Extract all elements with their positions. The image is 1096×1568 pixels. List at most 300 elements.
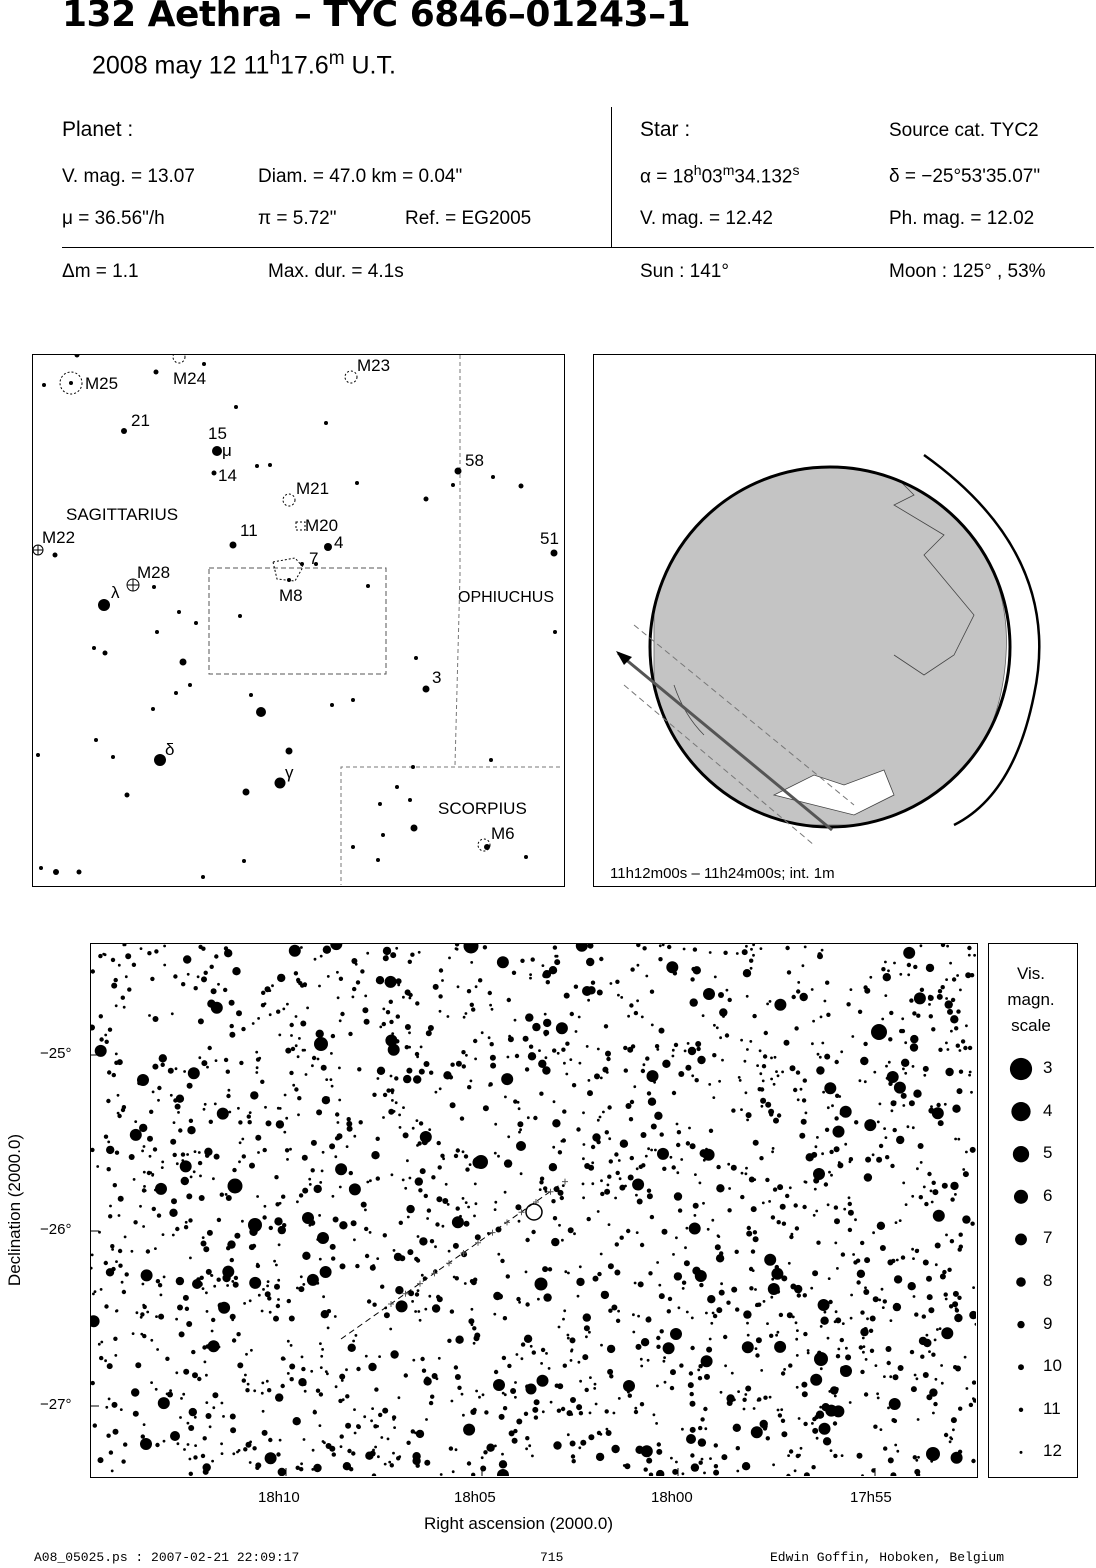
- star-dot: [567, 1410, 573, 1416]
- star-dot: [656, 1345, 660, 1349]
- star-dot: [936, 1103, 940, 1107]
- star-dot: [183, 1295, 189, 1301]
- scale-dot: [1019, 1408, 1023, 1412]
- star-dot: [785, 946, 789, 950]
- star-dot: [619, 1185, 625, 1191]
- star-dot: [755, 1347, 758, 1350]
- star-dot: [889, 1398, 901, 1410]
- star-dot: [187, 1422, 190, 1425]
- star-dot: [494, 1208, 497, 1211]
- star-dot: [807, 1352, 810, 1355]
- star-dot: [242, 1378, 246, 1382]
- star-dot: [583, 1143, 586, 1146]
- star-dot: [637, 1315, 640, 1318]
- star-dot: [586, 1045, 589, 1048]
- star-dot: [672, 1049, 675, 1052]
- star-dot: [296, 1287, 299, 1290]
- star-dot: [697, 1056, 705, 1064]
- star-dot: [525, 1013, 533, 1021]
- star-dot: [766, 1322, 769, 1325]
- star-dot: [719, 1008, 727, 1016]
- star-dot: [945, 1234, 948, 1237]
- star-dot: [525, 1302, 529, 1306]
- star-dot: [193, 1170, 196, 1173]
- star-dot: [415, 1052, 419, 1056]
- star-dot: [614, 1152, 618, 1156]
- star-dot: [185, 1307, 189, 1311]
- star-dot: [115, 1004, 118, 1007]
- star-dot: [149, 1110, 153, 1114]
- star-dot: [299, 1193, 303, 1197]
- star-dot: [794, 1026, 798, 1030]
- star-dot: [369, 1179, 372, 1182]
- star-dot: [186, 1153, 189, 1156]
- star-dot: [462, 1414, 465, 1417]
- star-dot: [596, 1140, 600, 1144]
- star-dot: [311, 1468, 314, 1471]
- star-dot: [132, 963, 136, 967]
- bright-star-dot: [686, 1434, 696, 1444]
- star-dot: [518, 1107, 521, 1110]
- star-dot: [841, 1454, 844, 1457]
- star-dot: [465, 1012, 468, 1015]
- star-dot: [420, 1168, 426, 1174]
- star-dot: [222, 1415, 225, 1418]
- star-dot: [781, 1371, 785, 1375]
- object-label: M21: [296, 479, 330, 498]
- star-dot: [545, 1056, 548, 1059]
- star-dot: [713, 1024, 716, 1027]
- star-dot: [499, 1460, 507, 1468]
- star-dot: [289, 945, 301, 957]
- star-dot: [212, 1406, 215, 1409]
- star-dot: [104, 1304, 108, 1308]
- star-dot: [129, 1154, 135, 1160]
- star-dot: [805, 1112, 808, 1115]
- star-dot: [556, 955, 559, 958]
- star-dot: [605, 1130, 609, 1134]
- star-dot: [599, 957, 603, 961]
- star-dot: [749, 1040, 752, 1043]
- star-dot: [110, 1244, 114, 1248]
- star-dot: [827, 1203, 830, 1206]
- star-dot: [503, 1406, 507, 1410]
- star-dot: [681, 1428, 684, 1431]
- star-dot: [286, 1003, 289, 1006]
- star-dot: [902, 1104, 905, 1107]
- star-dot: [125, 975, 128, 978]
- star-dot: [173, 974, 177, 978]
- star-dot: [293, 1417, 301, 1425]
- star-dot: [98, 1457, 104, 1463]
- star-dot: [202, 362, 206, 366]
- star-dot: [579, 1380, 582, 1383]
- x-tick-label: 18h10: [258, 1489, 300, 1506]
- star-dot: [484, 1410, 488, 1414]
- star-dot: [678, 1071, 684, 1077]
- star-dot: [355, 481, 359, 485]
- star-dot: [643, 1063, 646, 1066]
- star-dot: [419, 1319, 422, 1322]
- star-dot: [421, 1274, 424, 1277]
- star-dot: [482, 1393, 485, 1396]
- star-dot: [140, 947, 143, 950]
- star-dot: [775, 1265, 779, 1269]
- star-dot: [407, 993, 410, 996]
- star-source: Source cat. TYC2: [889, 120, 1039, 141]
- star-dot: [162, 1233, 165, 1236]
- star-dot: [909, 998, 913, 1002]
- star-dot: [797, 1098, 800, 1101]
- star-dot: [956, 974, 959, 977]
- star-dot: [134, 1120, 137, 1123]
- star-dot: [424, 1061, 430, 1067]
- star-dot: [872, 1231, 875, 1234]
- star-dot: [507, 1056, 510, 1059]
- star-dot: [175, 1371, 178, 1374]
- star-dot: [274, 1175, 278, 1179]
- star-dot: [329, 1143, 335, 1149]
- star-dot: [706, 1347, 712, 1353]
- star-dot: [172, 1234, 175, 1237]
- star-dot: [548, 1267, 552, 1271]
- star-dot: [434, 1245, 437, 1248]
- star-dot: [212, 471, 217, 476]
- star-dot: [812, 1020, 815, 1023]
- star-dot: [606, 1057, 610, 1061]
- track-tick: [490, 1230, 496, 1236]
- star-dot: [890, 1472, 896, 1476]
- planet-pi: π = 5.72": [258, 208, 337, 229]
- star-dot: [582, 1354, 588, 1360]
- star-dot: [935, 1378, 938, 1381]
- star-dot: [488, 1036, 491, 1039]
- star-dot: [720, 1391, 723, 1394]
- star-dot: [928, 995, 934, 1001]
- star-dot: [787, 970, 791, 974]
- star-dot: [230, 1258, 234, 1262]
- star-dot: [889, 1375, 892, 1378]
- star-dot: [896, 1450, 899, 1453]
- star-dot: [531, 957, 535, 961]
- star-dot: [352, 987, 356, 991]
- star-dot: [201, 1454, 205, 1458]
- star-dot: [209, 1120, 213, 1124]
- star-dot: [388, 1044, 400, 1056]
- star-dot: [564, 993, 570, 999]
- star-dot: [529, 973, 532, 976]
- star-dot: [515, 1054, 519, 1058]
- star-dot: [944, 1292, 948, 1296]
- star-dot: [229, 1000, 235, 1006]
- star-dot: [230, 1024, 234, 1028]
- star-dot: [193, 1455, 197, 1459]
- star-dot: [644, 1467, 648, 1471]
- star-dot: [223, 988, 227, 992]
- star-dot: [343, 1462, 351, 1470]
- star-dot: [91, 1381, 95, 1385]
- star-dot: [712, 1053, 716, 1057]
- star-dot: [911, 1248, 914, 1251]
- star-dot: [689, 1371, 693, 1375]
- star-dot: [534, 1399, 540, 1405]
- star-dot: [918, 1143, 924, 1149]
- star-dot: [473, 1215, 476, 1218]
- star-dot: [427, 1208, 431, 1212]
- star-dot: [201, 875, 205, 879]
- star-dot: [330, 1078, 333, 1081]
- star-dot: [789, 1235, 793, 1239]
- star-dot: [531, 1455, 534, 1458]
- star-dot: [899, 1029, 903, 1033]
- x-axis-label: Right ascension (2000.0): [424, 1514, 614, 1533]
- star-dot: [627, 1015, 630, 1018]
- star-dot: [500, 1259, 504, 1263]
- star-dot: [331, 1034, 335, 1038]
- star-dot: [455, 1374, 461, 1380]
- star-dot: [339, 977, 343, 981]
- star-field: [91, 944, 976, 1476]
- star-dot: [750, 967, 753, 970]
- star-dot: [824, 1311, 827, 1314]
- star-dot: [348, 1032, 352, 1036]
- star-dot: [895, 1221, 898, 1224]
- star-dot: [481, 1456, 484, 1459]
- star-dot: [618, 1159, 621, 1162]
- star-dot: [782, 1222, 786, 1226]
- star-dot: [143, 1171, 146, 1174]
- star-dot: [353, 1238, 356, 1241]
- star-dot: [593, 1276, 599, 1282]
- star-dot: [640, 1243, 644, 1247]
- star-dot: [262, 1215, 266, 1219]
- star-dot: [351, 1220, 357, 1226]
- star-dot: [817, 1053, 820, 1056]
- star-dot: [672, 1055, 675, 1058]
- star-dot: [772, 1463, 775, 1466]
- star-dot: [746, 1231, 752, 1237]
- track-tick: [548, 1189, 554, 1195]
- star-dot: [436, 1377, 439, 1380]
- star-dot: [115, 1260, 118, 1263]
- star-dot: [122, 1105, 126, 1109]
- star-dot: [780, 1408, 783, 1411]
- star-dot: [395, 1286, 403, 1294]
- star-dot: [231, 1280, 234, 1283]
- star-dot: [955, 1307, 958, 1310]
- star-dot: [417, 1141, 421, 1145]
- star-dot: [846, 1002, 850, 1006]
- star-dot: [885, 1136, 888, 1139]
- star-dot: [470, 1080, 473, 1083]
- star-dot: [111, 983, 117, 989]
- star-dot: [950, 1182, 958, 1190]
- star-dot: [431, 1175, 435, 1179]
- star-dot: [857, 1453, 863, 1459]
- star-dot: [226, 1284, 229, 1287]
- star-dot: [309, 1224, 312, 1227]
- star-dot: [395, 1101, 398, 1104]
- star-dot: [524, 1412, 528, 1416]
- star-dot: [858, 1010, 862, 1014]
- star-dot: [156, 1348, 159, 1351]
- star-dot: [959, 1049, 962, 1052]
- star-dot: [494, 1123, 497, 1126]
- star-dot: [928, 1350, 931, 1353]
- star-dot: [709, 1129, 713, 1133]
- star-dot: [777, 1220, 781, 1224]
- star-dot: [289, 1071, 293, 1075]
- star-dot: [931, 1027, 935, 1031]
- star-dot: [709, 1457, 712, 1460]
- star-dot: [709, 1338, 712, 1341]
- star-dot: [346, 1121, 352, 1127]
- star-dot: [814, 1188, 817, 1191]
- star-dot: [654, 1112, 662, 1120]
- star-dot: [415, 1292, 419, 1296]
- star-dot: [109, 1205, 112, 1208]
- star-dot: [935, 1263, 938, 1266]
- star-dot: [205, 1344, 209, 1348]
- star-dot: [210, 1274, 213, 1277]
- star-dot: [363, 1415, 366, 1418]
- star-dot: [149, 1155, 152, 1158]
- star-dot: [188, 1218, 192, 1222]
- star-dot: [902, 1182, 905, 1185]
- star-dot: [608, 1223, 611, 1226]
- star-dot: [859, 1079, 862, 1082]
- star-dot: [660, 1329, 664, 1333]
- star-dot: [173, 1098, 177, 1102]
- star-dot: [580, 1440, 586, 1446]
- star-dot: [214, 954, 218, 958]
- star-dot: [940, 1364, 943, 1367]
- star-dot: [896, 1259, 899, 1262]
- star-dot: [629, 1117, 633, 1121]
- star-dot: [417, 1289, 420, 1292]
- star-dot: [850, 1294, 853, 1297]
- star-dot: [811, 1465, 815, 1469]
- star-dot: [277, 974, 285, 982]
- star-dot: [723, 951, 727, 955]
- star-dot: [249, 1111, 252, 1114]
- star-dot: [857, 1270, 865, 1278]
- star-dot: [830, 1174, 833, 1177]
- star-dot: [807, 1349, 810, 1352]
- star-dot: [834, 1146, 840, 1152]
- star-dot: [818, 952, 822, 956]
- star-dot: [954, 1138, 957, 1141]
- star-dot: [953, 1291, 959, 1297]
- scale-dot: [1011, 1102, 1030, 1121]
- star-dot: [774, 999, 786, 1011]
- star-dot: [313, 1410, 316, 1413]
- star-dot: [268, 989, 271, 992]
- star-dot: [317, 1058, 320, 1061]
- star-dot: [539, 1092, 543, 1096]
- scale-dot: [1015, 1233, 1027, 1245]
- star-dot: [736, 1470, 739, 1473]
- star-dot: [685, 1065, 691, 1071]
- star-dot: [438, 1357, 441, 1360]
- star-dot: [656, 1048, 659, 1051]
- star-dot: [956, 1044, 960, 1048]
- star-dot: [967, 946, 971, 950]
- finder-chart: [32, 354, 565, 887]
- star-dot: [777, 1074, 780, 1077]
- star-dot: [766, 1003, 769, 1006]
- star-dot: [302, 1188, 308, 1194]
- star-dot: [920, 1161, 923, 1164]
- star-dot: [278, 1226, 286, 1234]
- star-dot: [555, 1443, 558, 1446]
- star-dot: [930, 1190, 933, 1193]
- star-dot: [104, 1359, 107, 1362]
- star-dot: [891, 1109, 894, 1112]
- star-dot: [321, 1348, 324, 1351]
- star-dot: [366, 584, 370, 588]
- star-dot: [439, 1010, 442, 1013]
- star-dot: [117, 1112, 120, 1115]
- star-dot: [320, 955, 323, 958]
- object-label: M24: [173, 369, 207, 388]
- star-dot: [684, 1246, 687, 1249]
- star-dot: [864, 1286, 867, 1289]
- star-dot: [751, 1249, 755, 1253]
- star-dot: [133, 1220, 137, 1224]
- star-dot: [966, 1387, 969, 1390]
- star-dot: [415, 1177, 423, 1185]
- star-dot: [620, 1140, 628, 1148]
- star-dot: [741, 1172, 744, 1175]
- star-dot: [714, 1443, 718, 1447]
- bright-star-dot: [926, 1447, 940, 1461]
- star-dot: [318, 985, 321, 988]
- star-dot: [881, 967, 885, 971]
- star-dot: [572, 1459, 576, 1463]
- star-dot: [834, 1116, 838, 1120]
- star-dot: [606, 1428, 609, 1431]
- star-dot: [530, 1345, 533, 1348]
- star-dot: [386, 1010, 390, 1014]
- star-dot: [413, 1075, 421, 1083]
- star-dot: [320, 1266, 332, 1278]
- star-dot: [285, 1117, 288, 1120]
- star-dot: [783, 1368, 786, 1371]
- star-dot: [273, 1260, 276, 1263]
- star-dot: [377, 1455, 380, 1458]
- star-dot: [353, 1135, 356, 1138]
- track-tick: [417, 1281, 423, 1287]
- star-dot: [796, 1354, 799, 1357]
- star-dot: [163, 945, 166, 948]
- star-dot: [256, 1066, 259, 1069]
- bright-star-dot: [317, 1232, 329, 1244]
- star-dot: [179, 1416, 182, 1419]
- star-dot: [203, 1108, 206, 1111]
- star-dot: [263, 1148, 267, 1152]
- star-dot: [781, 1419, 785, 1423]
- star-dot: [140, 1333, 143, 1336]
- star-dot: [666, 961, 678, 973]
- star-dot: [125, 1272, 129, 1276]
- star-dot: [610, 982, 613, 985]
- star-dot: [104, 1261, 108, 1265]
- star-dot: [155, 1388, 158, 1391]
- star-dot: [115, 1310, 118, 1313]
- star-dot: [641, 1163, 645, 1167]
- star-dot: [467, 1085, 471, 1089]
